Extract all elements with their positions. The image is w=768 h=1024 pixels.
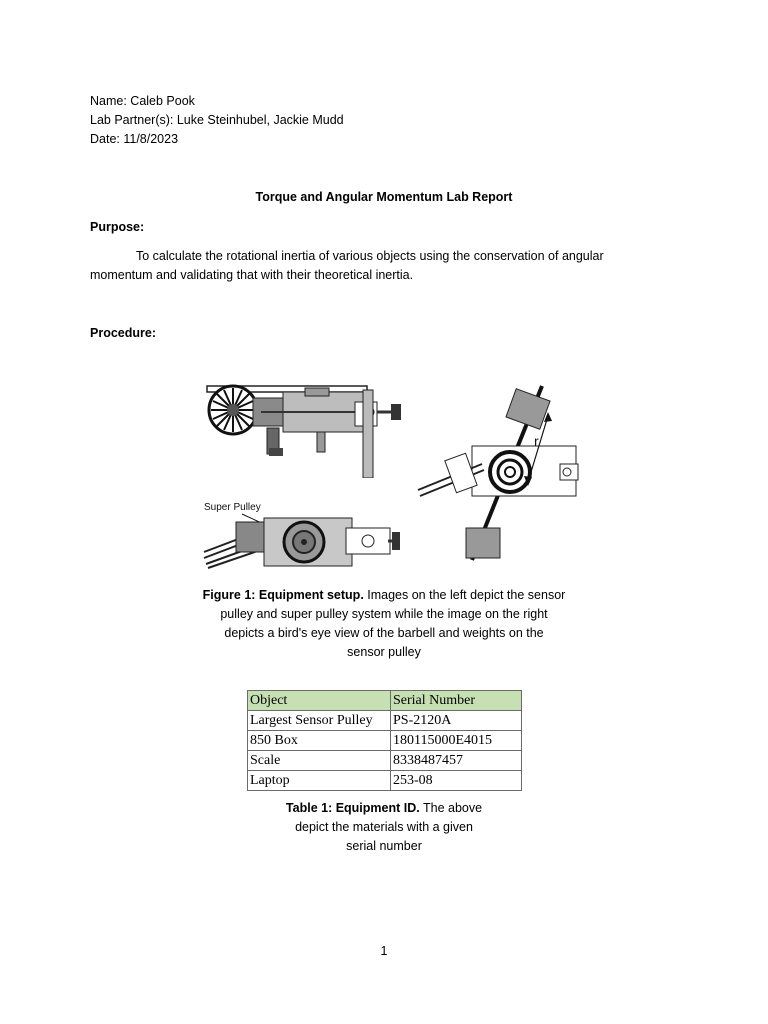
table-caption-line2: depict the materials with a given: [295, 820, 473, 834]
table-header-row: [248, 691, 522, 711]
table-caption: [248, 799, 520, 856]
report-date: Date: 11/8/2023: [90, 132, 179, 146]
purpose-heading: Purpose:: [90, 220, 145, 234]
table-cell: Scale: [248, 751, 391, 771]
figure-caption-line3: depicts a bird's eye view of the barbell and weights on the: [224, 626, 544, 640]
purpose-text-line1: To calculate the rotational inertia of various objects using the conservation of angular: [136, 249, 604, 263]
procedure-heading: Procedure:: [90, 326, 156, 340]
table-cell: 253-08: [391, 771, 522, 791]
table-caption-line1: The above: [419, 801, 483, 815]
figure-caption-line1: Images on the left depict the sensor: [363, 588, 566, 602]
table-cell: 850 Box: [248, 731, 391, 751]
table-cell: Laptop: [248, 771, 391, 791]
figure-caption: [190, 586, 578, 662]
table-cell: PS-2120A: [391, 711, 522, 731]
table-cell: 8338487457: [391, 751, 522, 771]
super-pulley-view: [198, 498, 408, 574]
super-pulley-label: Super Pulley: [204, 502, 261, 513]
table-caption-line3: serial number: [346, 839, 422, 853]
radius-label: r: [534, 433, 539, 449]
lab-partners: Lab Partner(s): Luke Steinhubel, Jackie Mudd: [90, 113, 344, 127]
figure-caption-line4: sensor pulley: [347, 645, 421, 659]
table-row: [248, 771, 522, 791]
table-caption-bold: Table 1: Equipment ID.: [285, 801, 420, 815]
purpose-text-line2: momentum and validating that with their theoretical inertia.: [90, 268, 414, 282]
figure-caption-line2: pulley and super pulley system while the image on the right: [220, 607, 548, 621]
table-header-object: Object: [248, 691, 391, 711]
table-cell: Largest Sensor Pulley: [248, 711, 391, 731]
table-cell: 180115000E4015: [391, 731, 522, 751]
report-title: Torque and Angular Momentum Lab Report: [255, 190, 513, 204]
barbell-birds-eye-view: [410, 380, 580, 570]
table-row: [248, 731, 522, 751]
table-header-serial: Serial Number: [391, 691, 522, 711]
equipment-table: [247, 690, 522, 791]
page-number: 1: [380, 944, 388, 958]
table-row: [248, 751, 522, 771]
figure-caption-bold: Figure 1: Equipment setup.: [202, 588, 364, 602]
table-row: [248, 711, 522, 731]
sensor-pulley-side-view: [205, 378, 405, 478]
student-name: Name: Caleb Pook: [90, 94, 195, 108]
